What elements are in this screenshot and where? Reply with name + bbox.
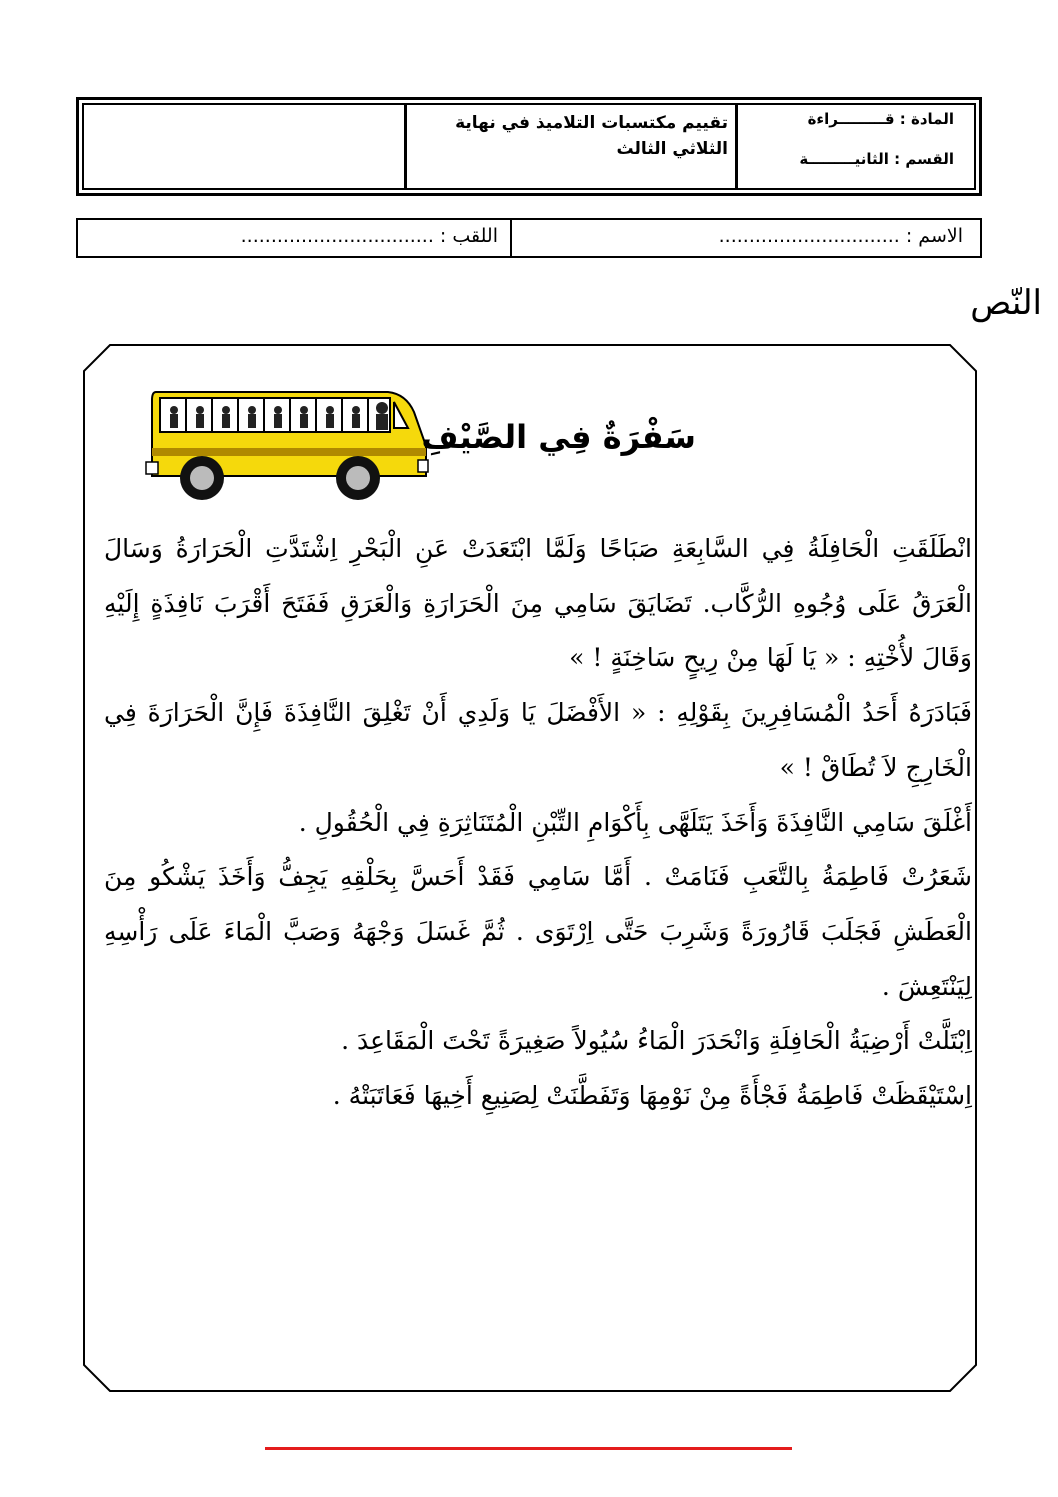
story-paragraph: شَعَرُتْ فَاطِمَةُ بِالتَّعَبِ فَنَامَتْ . أَمَّا سَامِي فَقَدْ أَحَسَّ بِحَلْقِهِ يَجِفُّ وَأَخَذَ يَشْكُو مِنَ الْعَطَشِ فَجَلَبَ قَارُورَةً وَشَرِبَ حَتَّى اِرْتَوَى . ثُمَّ غَسَلَ وَجْهَهُ وَصَبَّ الْمَاءَ عَلَى رَأْسِهِ لِيَنْتَعِشَ . [104,862,972,1001]
school-bus-icon [144,384,434,504]
footer-divider [265,1447,792,1450]
section-heading: النّص [970,283,1042,323]
class-label: القسم : الثانيـــــــــة [799,150,954,168]
header-divider-left [404,103,407,190]
story-paragraph: فَبَادَرَهُ أَحَدُ الْمُسَافِرِينَ بِقَوْلِهِ : « الأَفْضَلَ يَا وَلَدِي أَنْ تَغْلِقَ النَّافِذَةَ فَإِنَّ الْحَرَارَةَ فِي الْخَارِجِ لاَ تُطَاقْ ! » [104,698,972,782]
story-paragraph: انْطَلَقَتِ الْحَافِلَةُ فِي السَّابِعَةِ صَبَاحًا وَلَمَّا ابْتَعَدَتْ عَنِ الْبَحْرِ اِشْتَدَّتِ الْحَرَارَةُ وَسَالَ الْعَرَقُ عَلَى وُجُوهِ الرُّكَّاب. تَضَايَقَ سَامِي مِنَ الْحَرَارَةِ وَالْعَرَقِ فَفَتَحَ أَقْرَبَ نَافِذَةٍ إِلَيْهِ وَقَالَ لأُخْتِهِ : « يَا لَهَا مِنْ رِيحٍ سَاخِنَةٍ ! » [104,534,972,673]
story-title: سَفْرَةٌ فِي الصَّيْفِ [421,418,696,456]
surname-field[interactable]: اللقب : ................................ [240,225,498,247]
name-field[interactable]: الاسم : .............................. [718,225,963,247]
story-paragraph: أَغْلَقَ سَامِي النَّافِذَةَ وَأَخَذَ يَتَلَهَّى بِأَكْوَامِ التِّبْنِ الْمُتَنَاثِرَةِ فِي الْحُقُولِ . [298,807,972,837]
story-paragraph: اِسْتَيْقَظَتْ فَاطِمَةُ فَجْأَةً مِنْ نَوْمِهَا وَتَفَطَّنَتْ لِصَنِيعِ أَخِيهَا فَعَاتَبَتْهُ . [332,1081,972,1111]
header-divider-right [735,103,738,190]
story-text [104,522,972,1124]
student-info-divider [510,218,512,258]
exam-title: تقييم مكتسبات التلاميذ في نهاية الثلاثي الثالث [455,113,728,159]
subject-label: المادة : قـــــــــراءة [807,110,954,128]
story-paragraph: اِبْتَلَّتْ أَرْضِيَةُ الْحَافِلَةِ وَانْحَدَرَ الْمَاءُ سُيُولاً صَغِيرَةً تَحْتَ الْمَقَاعِدَ . [341,1026,972,1056]
